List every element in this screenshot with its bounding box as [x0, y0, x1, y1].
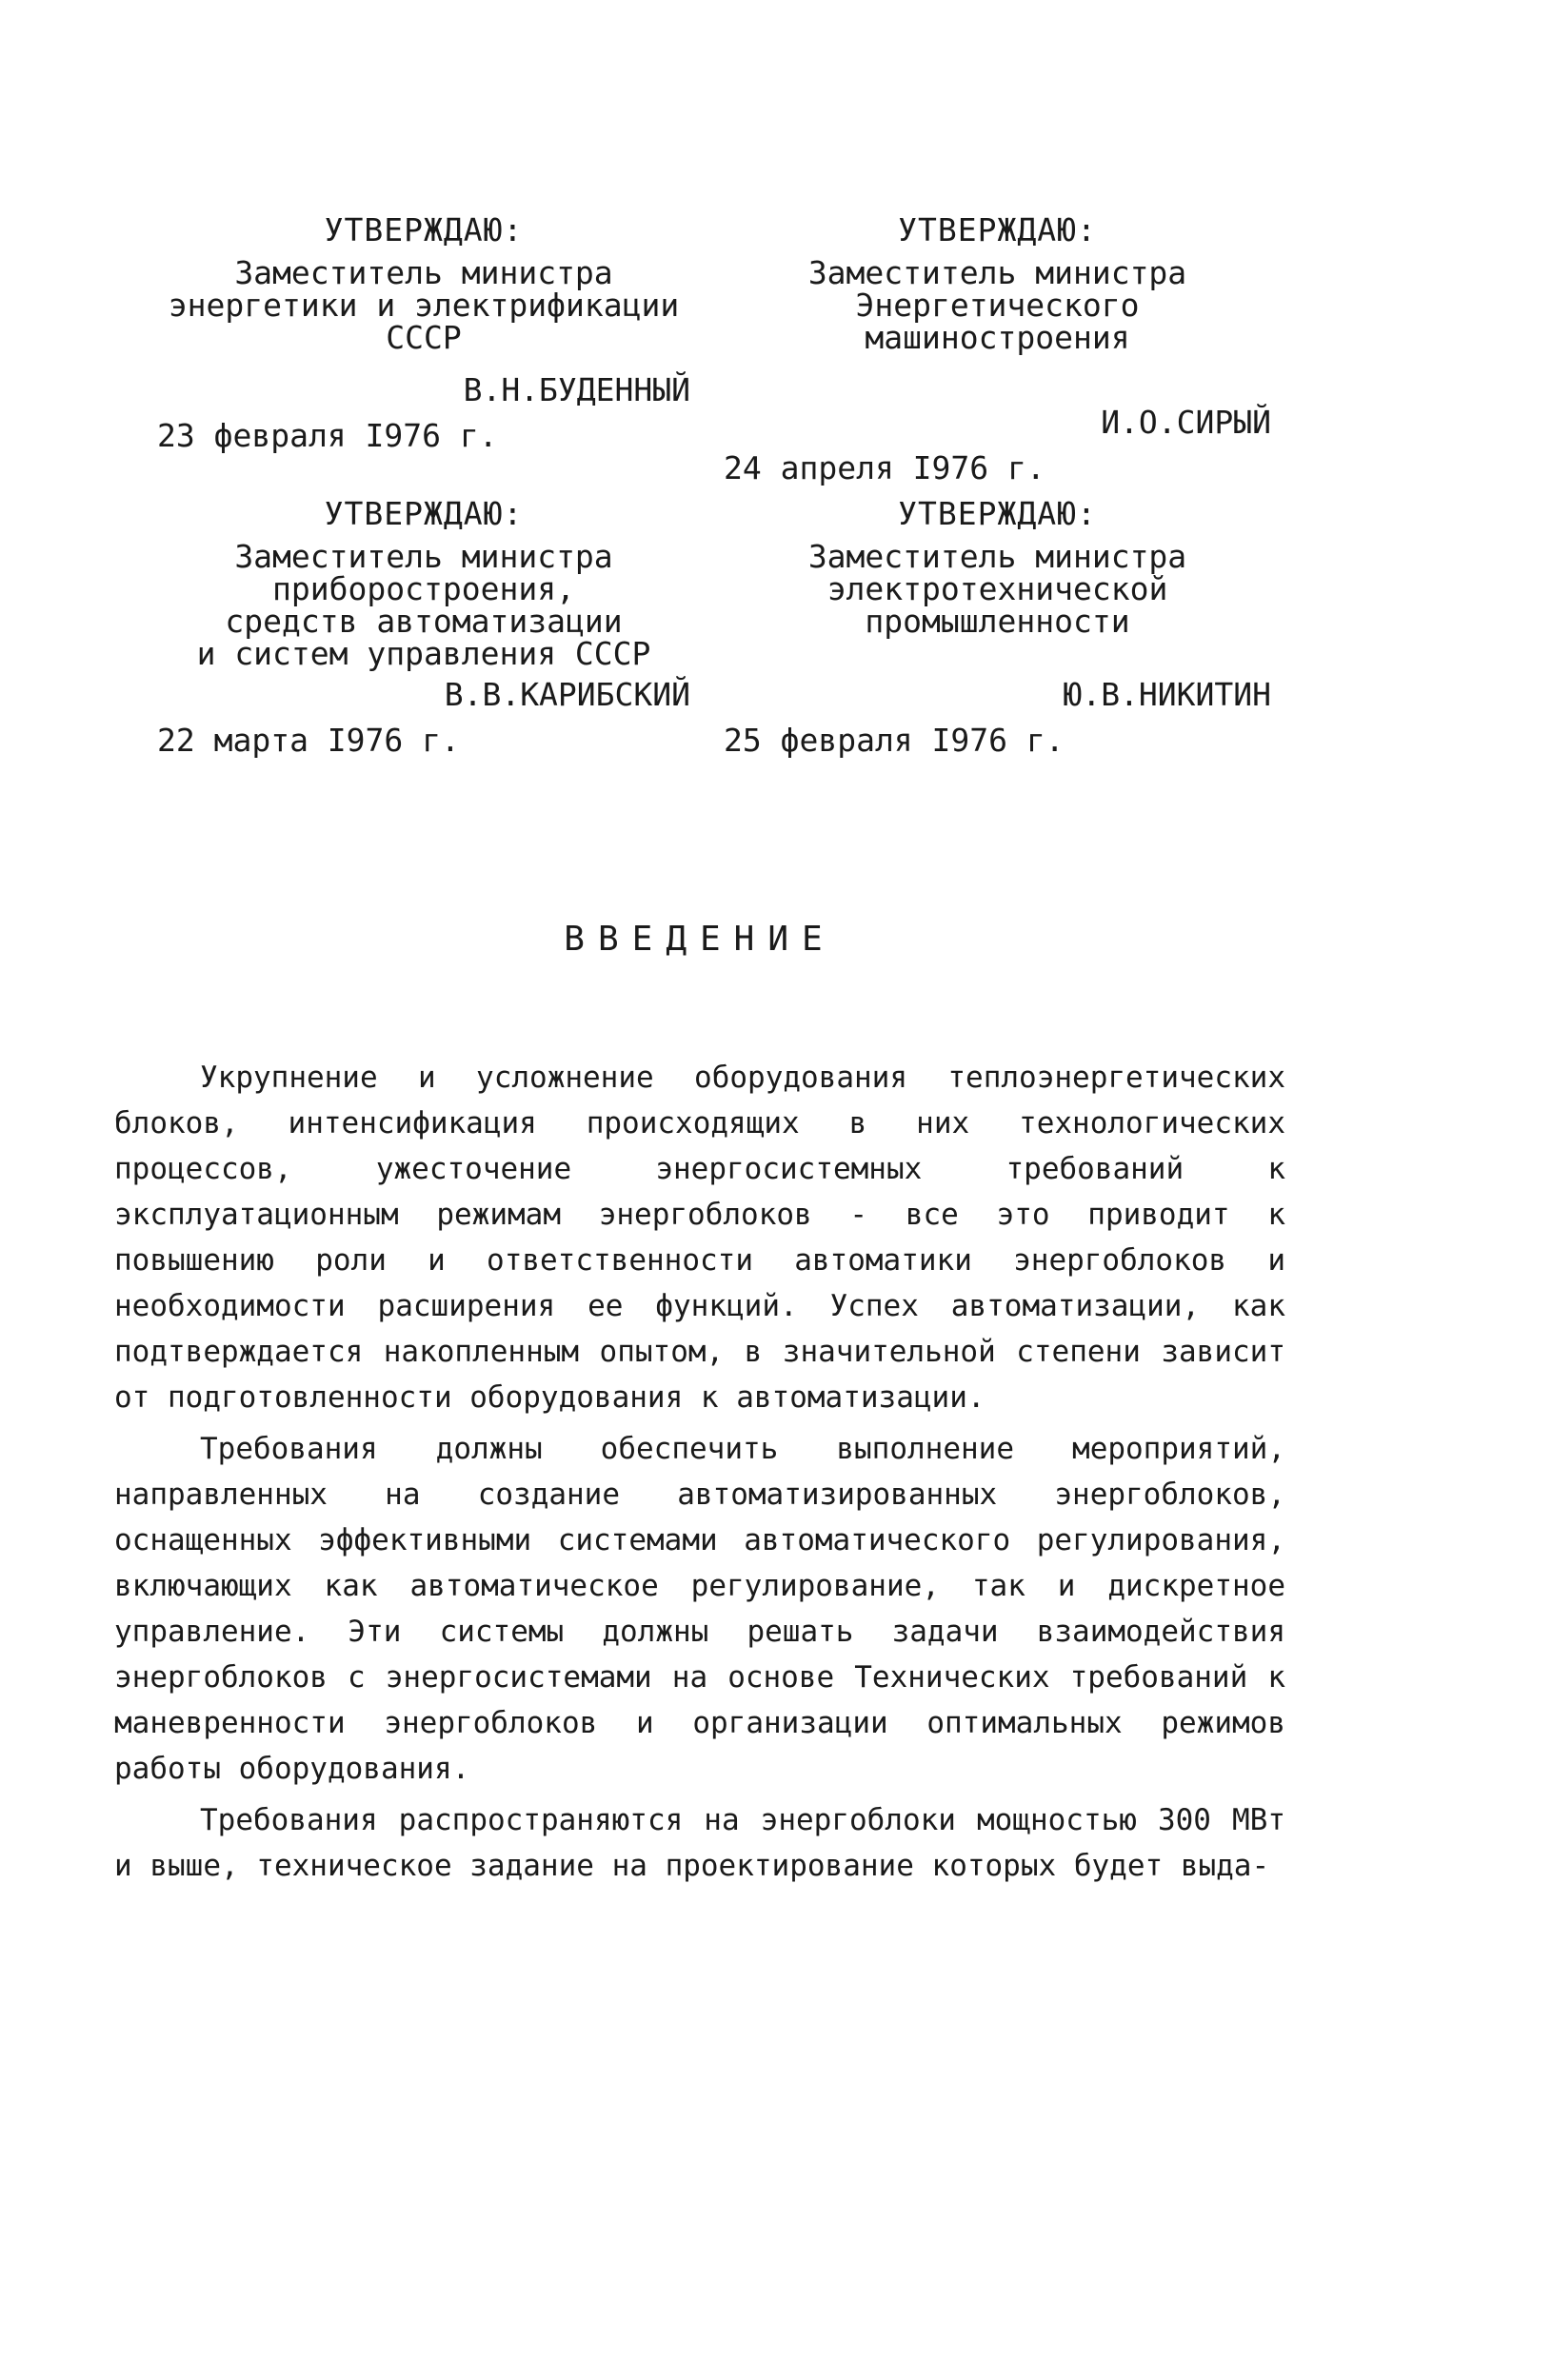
paragraph	[114, 1055, 1285, 1420]
approval-heading: УТВЕРЖДАЮ:	[898, 495, 1097, 532]
approver-name: В.Н.БУДЕННЫЙ	[463, 371, 690, 408]
position-line: Заместитель министра	[234, 538, 613, 575]
position-line: Заместитель министра	[234, 254, 613, 291]
approval-position	[724, 538, 1271, 640]
approver-name: И.О.СИРЫЙ	[1101, 404, 1271, 441]
paragraph	[114, 1797, 1285, 1889]
approval-date: 25 февраля I976 г.	[724, 722, 1065, 759]
approval-block-3	[157, 495, 690, 760]
position-line: Энергетического машиностроения	[855, 287, 1140, 356]
position-line: Заместитель министра	[807, 538, 1187, 575]
body-text	[114, 1055, 1285, 1894]
position-line: и систем управления СССР	[196, 635, 651, 672]
approver-name: Ю.В.НИКИТИН	[1063, 676, 1271, 713]
position-line: СССР	[386, 319, 462, 356]
approval-block-2	[724, 211, 1271, 487]
paragraph	[114, 1426, 1285, 1792]
approval-heading: УТВЕРЖДАЮ:	[324, 211, 524, 248]
position-line: промышленности	[865, 603, 1130, 640]
approval-date: 23 февраля I976 г.	[157, 417, 498, 454]
approval-position	[157, 538, 690, 672]
approval-date: 24 апреля I976 г.	[724, 449, 1045, 486]
approval-heading: УТВЕРЖДАЮ:	[898, 211, 1097, 248]
paragraph-text: Требования распространяются на энергоблоки мощностью 300 МВт и выше, техническое задание на проектирование которых будет выда-	[114, 1803, 1285, 1883]
approval-block-4	[724, 495, 1271, 760]
position-line: приборостроения,	[272, 570, 575, 607]
approval-position	[724, 254, 1271, 356]
approval-position	[157, 254, 690, 356]
paragraph-text: Укрупнение и усложнение оборудования теплоэнергетических блоков, интенсификация происходящих в них технологических процессов, ужесточение энергосистемных требований к эксплуатационным режимам энергоблоков - все это приводит к повышению роли и ответственности автоматики энергоблоков и необходимости расширения ее функций. Успех автоматизации, как подтверждается накопленным опытом, в значительной степени зависит от подготовленности оборудования к автоматизации.	[114, 1061, 1285, 1415]
approval-heading: УТВЕРЖДАЮ:	[324, 495, 524, 532]
section-title: ВВЕДЕНИЕ	[564, 920, 836, 959]
position-line: энергетики и электрификации	[168, 287, 680, 324]
approval-date: 22 марта I976 г.	[157, 722, 460, 759]
paragraph-text: Требования должны обеспечить выполнение мероприятий, направленных на создание автоматизированных энергоблоков, оснащенных эффективными системами автоматического регулирования, включающих как автоматическое регулирование, так и дискретное управление. Эти системы должны решать задачи взаимодействия энергоблоков с энергосистемами на основе Технических требований к маневренности энергоблоков и организации оптимальных режимов работы оборудования.	[114, 1432, 1285, 1786]
approver-name: В.В.КАРИБСКИЙ	[444, 676, 690, 713]
position-line: Заместитель министра	[807, 254, 1187, 291]
position-line: средств автоматизации	[225, 603, 623, 640]
position-line: электротехнической	[826, 570, 1168, 607]
approval-block-1	[157, 211, 690, 455]
